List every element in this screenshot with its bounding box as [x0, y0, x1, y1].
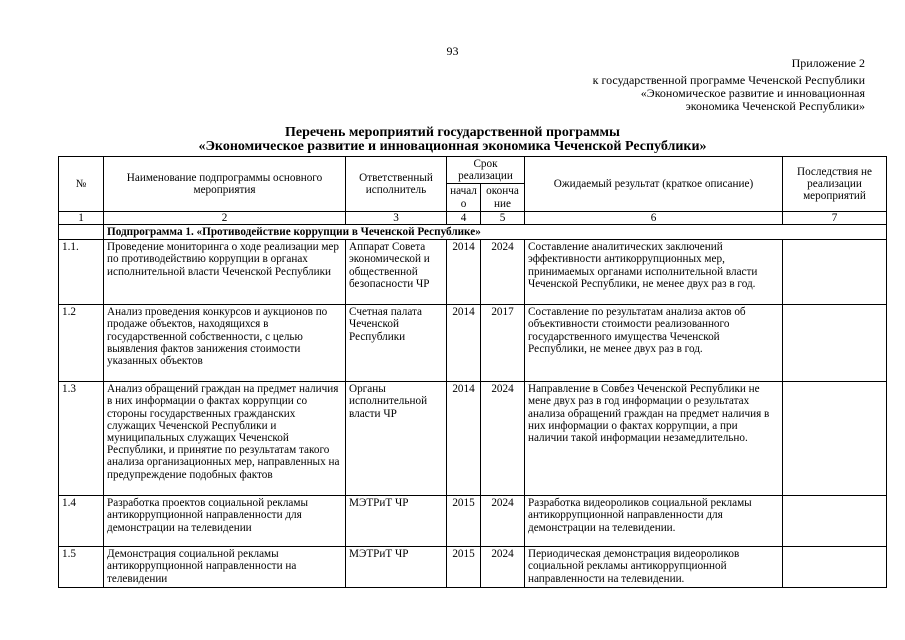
row-consequences: [783, 240, 887, 305]
header-num: №: [59, 157, 104, 212]
row-name: Разработка проектов социальной рекламы антикоррупционной направленности для демонстрации на телевидении: [104, 496, 346, 547]
row-consequences: [783, 547, 887, 588]
row-num: 1.2: [59, 305, 104, 382]
table-row: [59, 496, 887, 547]
row-responsible: МЭТРиТ ЧР: [346, 547, 447, 588]
header-consequences: Последствия не реализации мероприятий: [783, 157, 887, 212]
title-line-2: «Экономическое развитие и инновационная экономика Чеченской Республики»: [198, 139, 707, 154]
column-number-row: [59, 211, 887, 224]
row-end: 2024: [481, 547, 525, 588]
row-start: 2015: [447, 496, 481, 547]
table-row: [59, 240, 887, 305]
page-number: 93: [446, 44, 459, 58]
row-consequences: [783, 496, 887, 547]
appendix-block: [593, 57, 865, 113]
column-number: 6: [525, 211, 783, 224]
row-start: 2015: [447, 547, 481, 588]
header-start: начал о: [447, 184, 481, 211]
subprogram-title: Подпрограмма 1. «Противодействие коррупции в Чеченской Республике»: [104, 225, 887, 240]
row-responsible: Аппарат Совета экономической и общественной безопасности ЧР: [346, 240, 447, 305]
row-start: 2014: [447, 240, 481, 305]
title-line-1: Перечень мероприятий государственной программы: [285, 125, 620, 140]
row-name: Проведение мониторинга о ходе реализации мер по противодействию коррупции в органах исполнительной власти Чеченской Республики: [104, 240, 346, 305]
column-number: 3: [346, 211, 447, 224]
row-consequences: [783, 305, 887, 382]
column-number: 5: [481, 211, 525, 224]
column-number: 1: [59, 211, 104, 224]
column-number: 2: [104, 211, 346, 224]
row-start: 2014: [447, 305, 481, 382]
row-name: Демонстрация социальной рекламы антикоррупционной направленности на телевидении: [104, 547, 346, 588]
row-num: 1.1.: [59, 240, 104, 305]
row-end: 2024: [481, 240, 525, 305]
row-end: 2024: [481, 382, 525, 496]
table-row: [59, 382, 887, 496]
row-end: 2024: [481, 496, 525, 547]
row-start: 2014: [447, 382, 481, 496]
row-consequences: [783, 382, 887, 496]
row-result: Составление аналитических заключений эффективности антикоррупционных мер, принимаемых органами исполнительной власти Чеченской Республики, не менее двух раз в год.: [525, 240, 783, 305]
row-result: Направление в Совбез Чеченской Республики не мене двух раз в год информации о результатах анализа обращений граждан на предмет наличия в них информации о фактах коррупции, а при наличии такой информации незамедлительно.: [525, 382, 783, 496]
row-name: Анализ проведения конкурсов и аукционов по продаже объектов, находящихся в государственной собственности, с целью выявления фактов занижения стоимости указанных объектов: [104, 305, 346, 382]
header-row: [59, 157, 887, 184]
header-end: оконча ние: [481, 184, 525, 211]
row-num: 1.4: [59, 496, 104, 547]
appendix-line-3: экономика Чеченской Республики»: [685, 99, 865, 113]
row-name: Анализ обращений граждан на предмет наличия в них информации о фактах коррупции со стороны государственных гражданских служащих Чеченской Республики и муниципальных служащих Чеченской Республики, и принятие по результатам такого анализа организационных мер, направленных на предупреждение подобных фактов: [104, 382, 346, 496]
subprogram-row: [59, 225, 887, 240]
header-name: Наименование подпрограммы основного мероприятия: [104, 157, 346, 212]
column-number: 7: [783, 211, 887, 224]
row-responsible: Органы исполнительной власти ЧР: [346, 382, 447, 496]
row-result: Периодическая демонстрация видеороликов социальной рекламы антикоррупционной направленности на телевидении.: [525, 547, 783, 588]
header-period: Срок реализации: [447, 157, 525, 184]
document-title: [0, 126, 905, 154]
header-responsible: Ответственный исполнитель: [346, 157, 447, 212]
row-num: 1.3: [59, 382, 104, 496]
row-end: 2017: [481, 305, 525, 382]
measures-table: [58, 156, 887, 588]
row-num: 1.5: [59, 547, 104, 588]
row-result: Составление по результатам анализа актов об объективности стоимости реализованного государственного имущества Чеченской Республики, не менее двух раз в год.: [525, 305, 783, 382]
header-result: Ожидаемый результат (краткое описание): [525, 157, 783, 212]
table-row: [59, 305, 887, 382]
row-responsible: Счетная палата Чеченской Республики: [346, 305, 447, 382]
row-responsible: МЭТРиТ ЧР: [346, 496, 447, 547]
appendix-label: Приложение 2: [791, 56, 865, 70]
table-row: [59, 547, 887, 588]
appendix-line-1: к государственной программе Чеченской Республики: [592, 73, 865, 87]
row-result: Разработка видеороликов социальной рекламы антикоррупционной направленности для демонстрации на телевидении.: [525, 496, 783, 547]
column-number: 4: [447, 211, 481, 224]
subprogram-num-cell: [59, 225, 104, 240]
appendix-line-2: «Экономическое развитие и инновационная: [640, 86, 865, 100]
